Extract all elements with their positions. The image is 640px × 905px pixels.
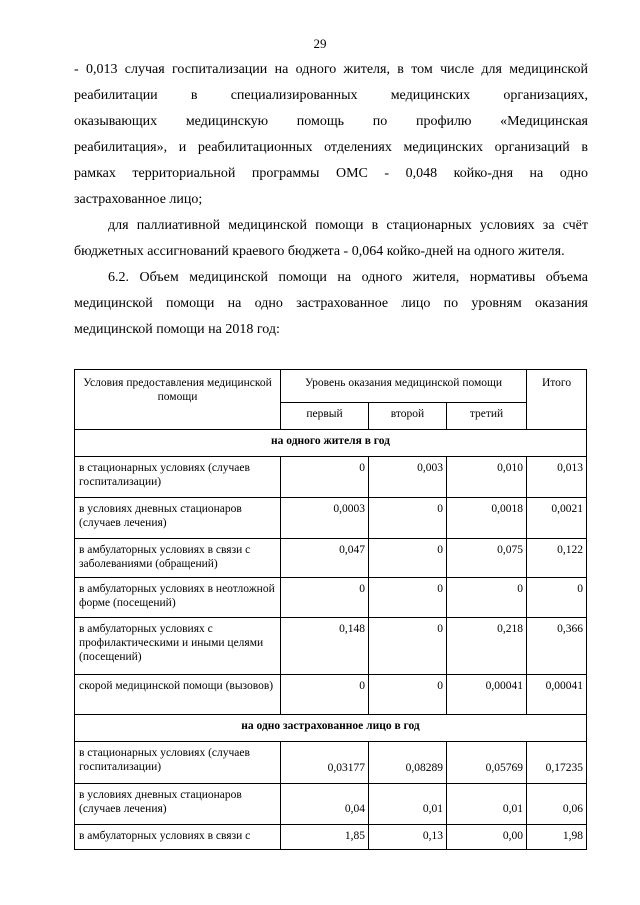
text-line: для паллиативной медицинской помощи в стационарных условиях за счёт — [108, 218, 588, 233]
text-line: застрахованное лицо; — [74, 192, 203, 207]
column-header-total: Итого — [527, 370, 587, 430]
cell-third: 0,010 — [447, 457, 527, 498]
row-label: в амбулаторных условиях с профилактическими и иными целями (посещений) — [75, 618, 281, 675]
paragraph-hospitalization-norm — [74, 57, 588, 213]
paragraph-palliative-care — [74, 213, 588, 265]
row-label: в условиях дневных стационаров (случаев лечения) — [75, 784, 281, 825]
cell-third: 0,075 — [447, 539, 527, 578]
cell-second: 0 — [369, 578, 447, 618]
cell-second: 0,08289 — [369, 742, 447, 784]
section-title-per-insured: на одно застрахованное лицо в год — [75, 715, 587, 742]
cell-total: 0,17235 — [527, 742, 587, 784]
row-label: в условиях дневных стационаров (случаев лечения) — [75, 498, 281, 539]
cell-total: 0,06 — [527, 784, 587, 825]
text-line: - 0,013 случая госпитализации на одного жителя, в том числе для медицинской — [74, 62, 588, 77]
row-label: в амбулаторных условиях в связи с заболеваниями (обращений) — [75, 539, 281, 578]
cell-first: 0,04 — [281, 784, 369, 825]
cell-third: 0,218 — [447, 618, 527, 675]
cell-first: 0 — [281, 675, 369, 715]
cell-second: 0,13 — [369, 825, 447, 850]
cell-third: 0,05769 — [447, 742, 527, 784]
column-header-conditions: Условия предоставления медицинской помощи — [75, 370, 281, 430]
cell-second: 0 — [369, 618, 447, 675]
column-header-first: первый — [281, 403, 369, 430]
row-label: в стационарных условиях (случаев госпитализации) — [75, 742, 281, 784]
cell-third: 0,00041 — [447, 675, 527, 715]
cell-total: 0,013 — [527, 457, 587, 498]
cell-first: 0 — [281, 457, 369, 498]
cell-total: 0,0021 — [527, 498, 587, 539]
cell-third: 0,0018 — [447, 498, 527, 539]
cell-total: 1,98 — [527, 825, 587, 850]
column-header-second: второй — [369, 403, 447, 430]
cell-third: 0,01 — [447, 784, 527, 825]
column-header-level: Уровень оказания медицинской помощи — [281, 370, 527, 403]
table-row — [75, 498, 587, 539]
row-label: в амбулаторных условиях в связи с — [75, 825, 281, 850]
cell-second: 0 — [369, 539, 447, 578]
cell-first: 0 — [281, 578, 369, 618]
section-row — [75, 715, 587, 742]
table-row — [75, 784, 587, 825]
row-label: в стационарных условиях (случаев госпитализации) — [75, 457, 281, 498]
cell-second: 0 — [369, 675, 447, 715]
table-row — [75, 457, 587, 498]
table-row — [75, 742, 587, 784]
section-title-per-resident: на одного жителя в год — [75, 430, 587, 457]
text-line: рамках территориальной программы ОМС - 0,048 койко-дня на одно — [74, 166, 588, 181]
table-row — [75, 675, 587, 715]
cell-first: 0,047 — [281, 539, 369, 578]
cell-second: 0,01 — [369, 784, 447, 825]
table-header-row — [75, 370, 587, 403]
cell-second: 0 — [369, 498, 447, 539]
text-line: реабилитация», и реабилитационных отделениях медицинских организаций в — [74, 140, 588, 155]
cell-total: 0,122 — [527, 539, 587, 578]
cell-first: 0,148 — [281, 618, 369, 675]
cell-total: 0 — [527, 578, 587, 618]
text-line: медицинской помощи на 2018 год: — [74, 322, 280, 337]
text-line: медицинской помощи на одно застрахованное лицо по уровням оказания — [74, 296, 588, 311]
section-row — [75, 430, 587, 457]
text-line: оказывающих медицинскую помощь по профилю «Медицинская — [74, 114, 588, 129]
page-number: 29 — [313, 36, 327, 51]
text-line: бюджетных ассигнований краевого бюджета - 0,064 койко-дней на одного жителя. — [74, 244, 565, 259]
cell-third: 0 — [447, 578, 527, 618]
table-row — [75, 618, 587, 675]
medical-care-volume-table — [74, 369, 587, 850]
cell-first: 1,85 — [281, 825, 369, 850]
text-line: реабилитации в специализированных медицинских организациях, — [74, 88, 588, 103]
row-label: в амбулаторных условиях в неотложной форме (посещений) — [75, 578, 281, 618]
cell-second: 0,003 — [369, 457, 447, 498]
cell-first: 0,03177 — [281, 742, 369, 784]
cell-total: 0,366 — [527, 618, 587, 675]
table-row — [75, 578, 587, 618]
table-row — [75, 539, 587, 578]
cell-total: 0,00041 — [527, 675, 587, 715]
cell-third: 0,00 — [447, 825, 527, 850]
cell-first: 0,0003 — [281, 498, 369, 539]
table-row — [75, 825, 587, 850]
row-label: скорой медицинской помощи (вызовов) — [75, 675, 281, 715]
paragraph-section-6-2 — [74, 265, 588, 343]
column-header-third: третий — [447, 403, 527, 430]
text-line: 6.2. Объем медицинской помощи на одного жителя, нормативы объема — [108, 270, 588, 285]
